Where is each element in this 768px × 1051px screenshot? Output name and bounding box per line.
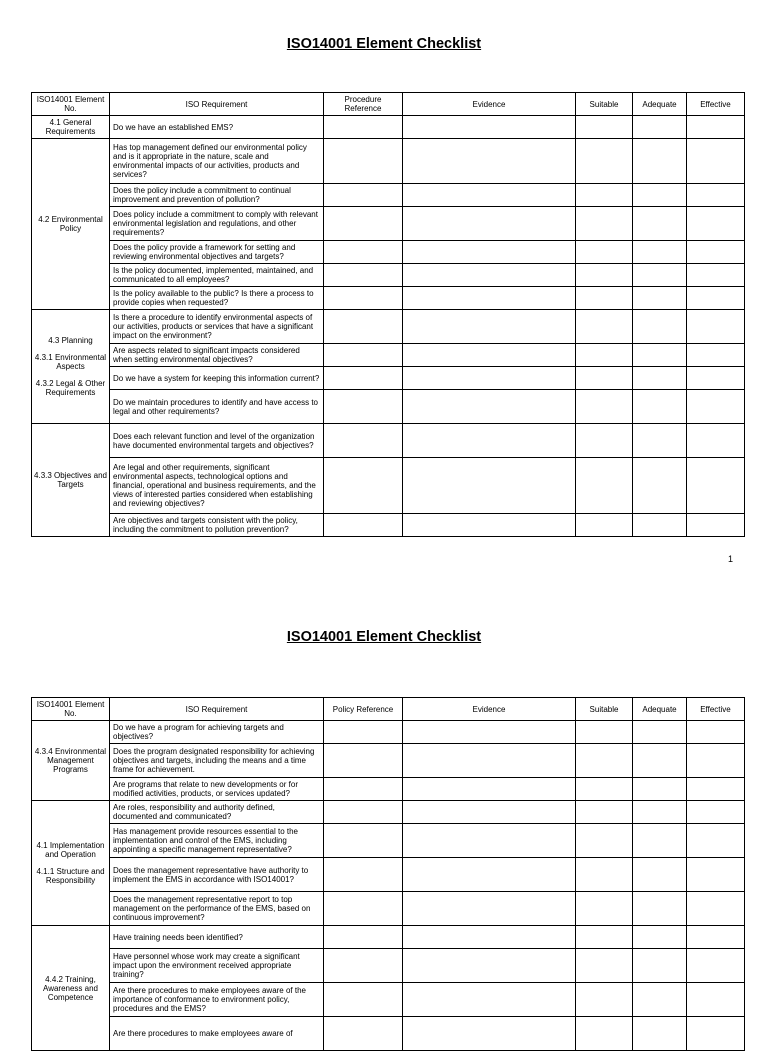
effective-cell[interactable] [687,310,745,344]
evidence-cell[interactable] [403,949,576,983]
requirement-text: Does the policy provide a framework for setting and reviewing environmental objectives and targets? [110,241,324,264]
element-number [32,310,110,424]
evidence-cell[interactable] [403,207,576,241]
adequate-cell[interactable] [633,1017,687,1051]
table-row [32,344,745,367]
requirement-text: Does each relevant function and level of the organization have documented environmental targets and objectives? [110,424,324,458]
evidence-cell[interactable] [403,344,576,367]
evidence-cell[interactable] [403,778,576,801]
reference-cell[interactable] [324,139,403,184]
element-label: 4.3.3 Objectives and Targets [34,471,107,489]
adequate-cell[interactable] [633,514,687,537]
header-evidence: Evidence [403,93,576,116]
requirement-text: Is the policy documented, implemented, maintained, and communicated to all employees? [110,264,324,287]
effective-cell[interactable] [687,390,745,424]
adequate-cell[interactable] [633,139,687,184]
requirement-text: Are there procedures to make employees aware of [110,1017,324,1051]
reference-cell[interactable] [324,184,403,207]
table-row [32,287,745,310]
element-label: 4.2 Environmental Policy [38,215,103,233]
requirement-text: Is the policy available to the public? Is there a process to provide copies when requested? [110,287,324,310]
element-label: 4.3.4 Environmental Management Programs [34,747,107,774]
suitable-cell[interactable] [576,241,633,264]
table-row [32,1017,745,1051]
effective-cell[interactable] [687,983,745,1017]
table-row [32,824,745,858]
table-row [32,310,745,344]
evidence-cell[interactable] [403,264,576,287]
requirement-text: Are objectives and targets consistent with the policy, including the commitment to pollution prevention? [110,514,324,537]
suitable-cell[interactable] [576,207,633,241]
header-effective: Effective [687,93,745,116]
page2-checklist-table [31,697,745,1051]
evidence-cell[interactable] [403,892,576,926]
suitable-cell[interactable] [576,458,633,514]
suitable-cell[interactable] [576,801,633,824]
element-number [32,139,110,310]
evidence-cell[interactable] [403,926,576,949]
reference-cell[interactable] [324,207,403,241]
element-label: 4.1.1 Structure and Responsibility [36,867,105,885]
effective-cell[interactable] [687,184,745,207]
header-element: ISO14001 Element No. [32,93,110,116]
header-row [32,698,745,721]
adequate-cell[interactable] [633,858,687,892]
effective-cell[interactable] [687,287,745,310]
evidence-cell[interactable] [403,139,576,184]
element-number [32,926,110,1051]
suitable-cell[interactable] [576,367,633,390]
reference-cell[interactable] [324,241,403,264]
effective-cell[interactable] [687,824,745,858]
adequate-cell[interactable] [633,721,687,744]
evidence-cell[interactable] [403,390,576,424]
adequate-cell[interactable] [633,892,687,926]
header-row [32,93,745,116]
adequate-cell[interactable] [633,424,687,458]
adequate-cell[interactable] [633,310,687,344]
requirement-text: Have training needs been identified? [110,926,324,949]
header-reference: Procedure Reference [324,93,403,116]
suitable-cell[interactable] [576,116,633,139]
evidence-cell[interactable] [403,858,576,892]
adequate-cell[interactable] [633,184,687,207]
table-row [32,264,745,287]
table-row [32,139,745,184]
element-number [32,116,110,139]
requirement-text: Is there a procedure to identify environmental aspects of our activities, products or services that have a significant impact on the environment? [110,310,324,344]
page1-checklist-table [31,92,745,537]
header-evidence: Evidence [403,698,576,721]
suitable-cell[interactable] [576,344,633,367]
reference-cell[interactable] [324,287,403,310]
effective-cell[interactable] [687,926,745,949]
reference-cell[interactable] [324,983,403,1017]
page2-title: ISO14001 Element Checklist [286,629,482,645]
requirement-text: Does the policy include a commitment to continual improvement and prevention of pollution? [110,184,324,207]
element-label: 4.3.1 Environmental Aspects [34,353,107,371]
evidence-cell[interactable] [403,801,576,824]
requirement-text: Do we maintain procedures to identify and have access to legal and other requirements? [110,390,324,424]
effective-cell[interactable] [687,367,745,390]
reference-cell[interactable] [324,390,403,424]
table-row [32,514,745,537]
requirement-text: Are aspects related to significant impacts considered when setting environmental objectives? [110,344,324,367]
evidence-cell[interactable] [403,458,576,514]
element-label: 4.3 Planning [48,336,93,345]
adequate-cell[interactable] [633,744,687,778]
reference-cell[interactable] [324,424,403,458]
table-row [32,424,745,458]
reference-cell[interactable] [324,116,403,139]
reference-cell[interactable] [324,310,403,344]
requirement-text: Does the management representative report to top management on the performance of the EMS, based on continuous improvement? [110,892,324,926]
suitable-cell[interactable] [576,983,633,1017]
effective-cell[interactable] [687,744,745,778]
requirement-text: Are roles, responsibility and authority defined, documented and communicated? [110,801,324,824]
suitable-cell[interactable] [576,892,633,926]
evidence-cell[interactable] [403,1017,576,1051]
evidence-cell[interactable] [403,241,576,264]
table-row [32,983,745,1017]
adequate-cell[interactable] [633,241,687,264]
effective-cell[interactable] [687,207,745,241]
evidence-cell[interactable] [403,824,576,858]
page1-number: 1 [728,554,734,564]
adequate-cell[interactable] [633,926,687,949]
effective-cell[interactable] [687,949,745,983]
adequate-cell[interactable] [633,778,687,801]
reference-cell[interactable] [324,778,403,801]
effective-cell[interactable] [687,514,745,537]
reference-cell[interactable] [324,458,403,514]
evidence-cell[interactable] [403,514,576,537]
adequate-cell[interactable] [633,390,687,424]
requirement-text: Do we have a system for keeping this information current? [110,367,324,390]
suitable-cell[interactable] [576,926,633,949]
effective-cell[interactable] [687,424,745,458]
adequate-cell[interactable] [633,983,687,1017]
adequate-cell[interactable] [633,458,687,514]
element-number [32,801,110,926]
evidence-cell[interactable] [403,287,576,310]
element-number [32,721,110,801]
element-label: 4.4.2 Training, Awareness and Competence [43,974,98,1002]
reference-cell[interactable] [324,344,403,367]
table-row [32,858,745,892]
effective-cell[interactable] [687,858,745,892]
table-row [32,744,745,778]
evidence-cell[interactable] [403,721,576,744]
suitable-cell[interactable] [576,390,633,424]
reference-cell[interactable] [324,892,403,926]
suitable-cell[interactable] [576,139,633,184]
suitable-cell[interactable] [576,721,633,744]
suitable-cell[interactable] [576,310,633,344]
suitable-cell[interactable] [576,287,633,310]
evidence-cell[interactable] [403,983,576,1017]
reference-cell[interactable] [324,744,403,778]
evidence-cell[interactable] [403,184,576,207]
header-suitable: Suitable [576,93,633,116]
suitable-cell[interactable] [576,514,633,537]
adequate-cell[interactable] [633,287,687,310]
adequate-cell[interactable] [633,949,687,983]
effective-cell[interactable] [687,241,745,264]
table-row [32,207,745,241]
adequate-cell[interactable] [633,344,687,367]
effective-cell[interactable] [687,892,745,926]
page1-title: ISO14001 Element Checklist [286,36,482,52]
element-label: 4.1 Implementation and Operation [36,841,105,859]
requirement-text: Are programs that relate to new developments or for modified activities, products, or services updated? [110,778,324,801]
suitable-cell[interactable] [576,184,633,207]
element-label: 4.1 General Requirements [45,118,96,136]
evidence-cell[interactable] [403,744,576,778]
effective-cell[interactable] [687,344,745,367]
effective-cell[interactable] [687,721,745,744]
requirement-text: Are legal and other requirements, significant environmental aspects, technological options and financial, operational and business requirements, and the views of interested parties considered when establishing and reviewing objectives? [110,458,324,514]
table-row [32,367,745,390]
effective-cell[interactable] [687,139,745,184]
reference-cell[interactable] [324,721,403,744]
evidence-cell[interactable] [403,116,576,139]
effective-cell[interactable] [687,264,745,287]
reference-cell[interactable] [324,949,403,983]
header-requirement: ISO Requirement [110,93,324,116]
requirement-text: Do we have an established EMS? [110,116,324,139]
requirement-text: Has top management defined our environmental policy and is it appropriate in the nature, scale and environmental impacts of our activities, products and services? [110,139,324,184]
element-label: 4.3.2 Legal & Other Requirements [35,379,106,397]
header-adequate: Adequate [633,93,687,116]
header-suitable: Suitable [576,698,633,721]
reference-cell[interactable] [324,801,403,824]
header-element: ISO14001 Element No. [32,698,110,721]
suitable-cell[interactable] [576,264,633,287]
requirement-text: Do we have a program for achieving targets and objectives? [110,721,324,744]
reference-cell[interactable] [324,858,403,892]
adequate-cell[interactable] [633,801,687,824]
requirement-text: Does the management representative have authority to implement the EMS in accordance with ISO14001? [110,858,324,892]
table-row [32,458,745,514]
effective-cell[interactable] [687,458,745,514]
table-row [32,892,745,926]
reference-cell[interactable] [324,824,403,858]
evidence-cell[interactable] [403,310,576,344]
header-adequate: Adequate [633,698,687,721]
adequate-cell[interactable] [633,116,687,139]
requirement-text: Are there procedures to make employees aware of the importance of conformance to environment policy, procedures and the EMS? [110,983,324,1017]
table-row [32,241,745,264]
suitable-cell[interactable] [576,778,633,801]
requirement-text: Does policy include a commitment to comply with relevant environmental legislation and regulations, and other requirements? [110,207,324,241]
adequate-cell[interactable] [633,207,687,241]
effective-cell[interactable] [687,1017,745,1051]
header-reference: Policy Reference [324,698,403,721]
header-requirement: ISO Requirement [110,698,324,721]
requirement-text: Does the program designated responsibility for achieving objectives and targets, including the means and a time frame for achievement. [110,744,324,778]
element-number [32,424,110,537]
reference-cell[interactable] [324,926,403,949]
header-effective: Effective [687,698,745,721]
reference-cell[interactable] [324,514,403,537]
effective-cell[interactable] [687,801,745,824]
suitable-cell[interactable] [576,424,633,458]
effective-cell[interactable] [687,116,745,139]
evidence-cell[interactable] [403,367,576,390]
adequate-cell[interactable] [633,367,687,390]
table-row [32,390,745,424]
table-row [32,721,745,744]
table-row [32,778,745,801]
suitable-cell[interactable] [576,824,633,858]
reference-cell[interactable] [324,264,403,287]
table-row [32,949,745,983]
table-row [32,801,745,824]
requirement-text: Has management provide resources essential to the implementation and control of the EMS, including appointing a specific management representative? [110,824,324,858]
evidence-cell[interactable] [403,424,576,458]
reference-cell[interactable] [324,1017,403,1051]
suitable-cell[interactable] [576,1017,633,1051]
adequate-cell[interactable] [633,264,687,287]
requirement-text: Have personnel whose work may create a significant impact upon the environment received appropriate training? [110,949,324,983]
reference-cell[interactable] [324,367,403,390]
table-row [32,116,745,139]
table-row [32,184,745,207]
table-row [32,926,745,949]
suitable-cell[interactable] [576,744,633,778]
suitable-cell[interactable] [576,949,633,983]
suitable-cell[interactable] [576,858,633,892]
adequate-cell[interactable] [633,824,687,858]
effective-cell[interactable] [687,778,745,801]
